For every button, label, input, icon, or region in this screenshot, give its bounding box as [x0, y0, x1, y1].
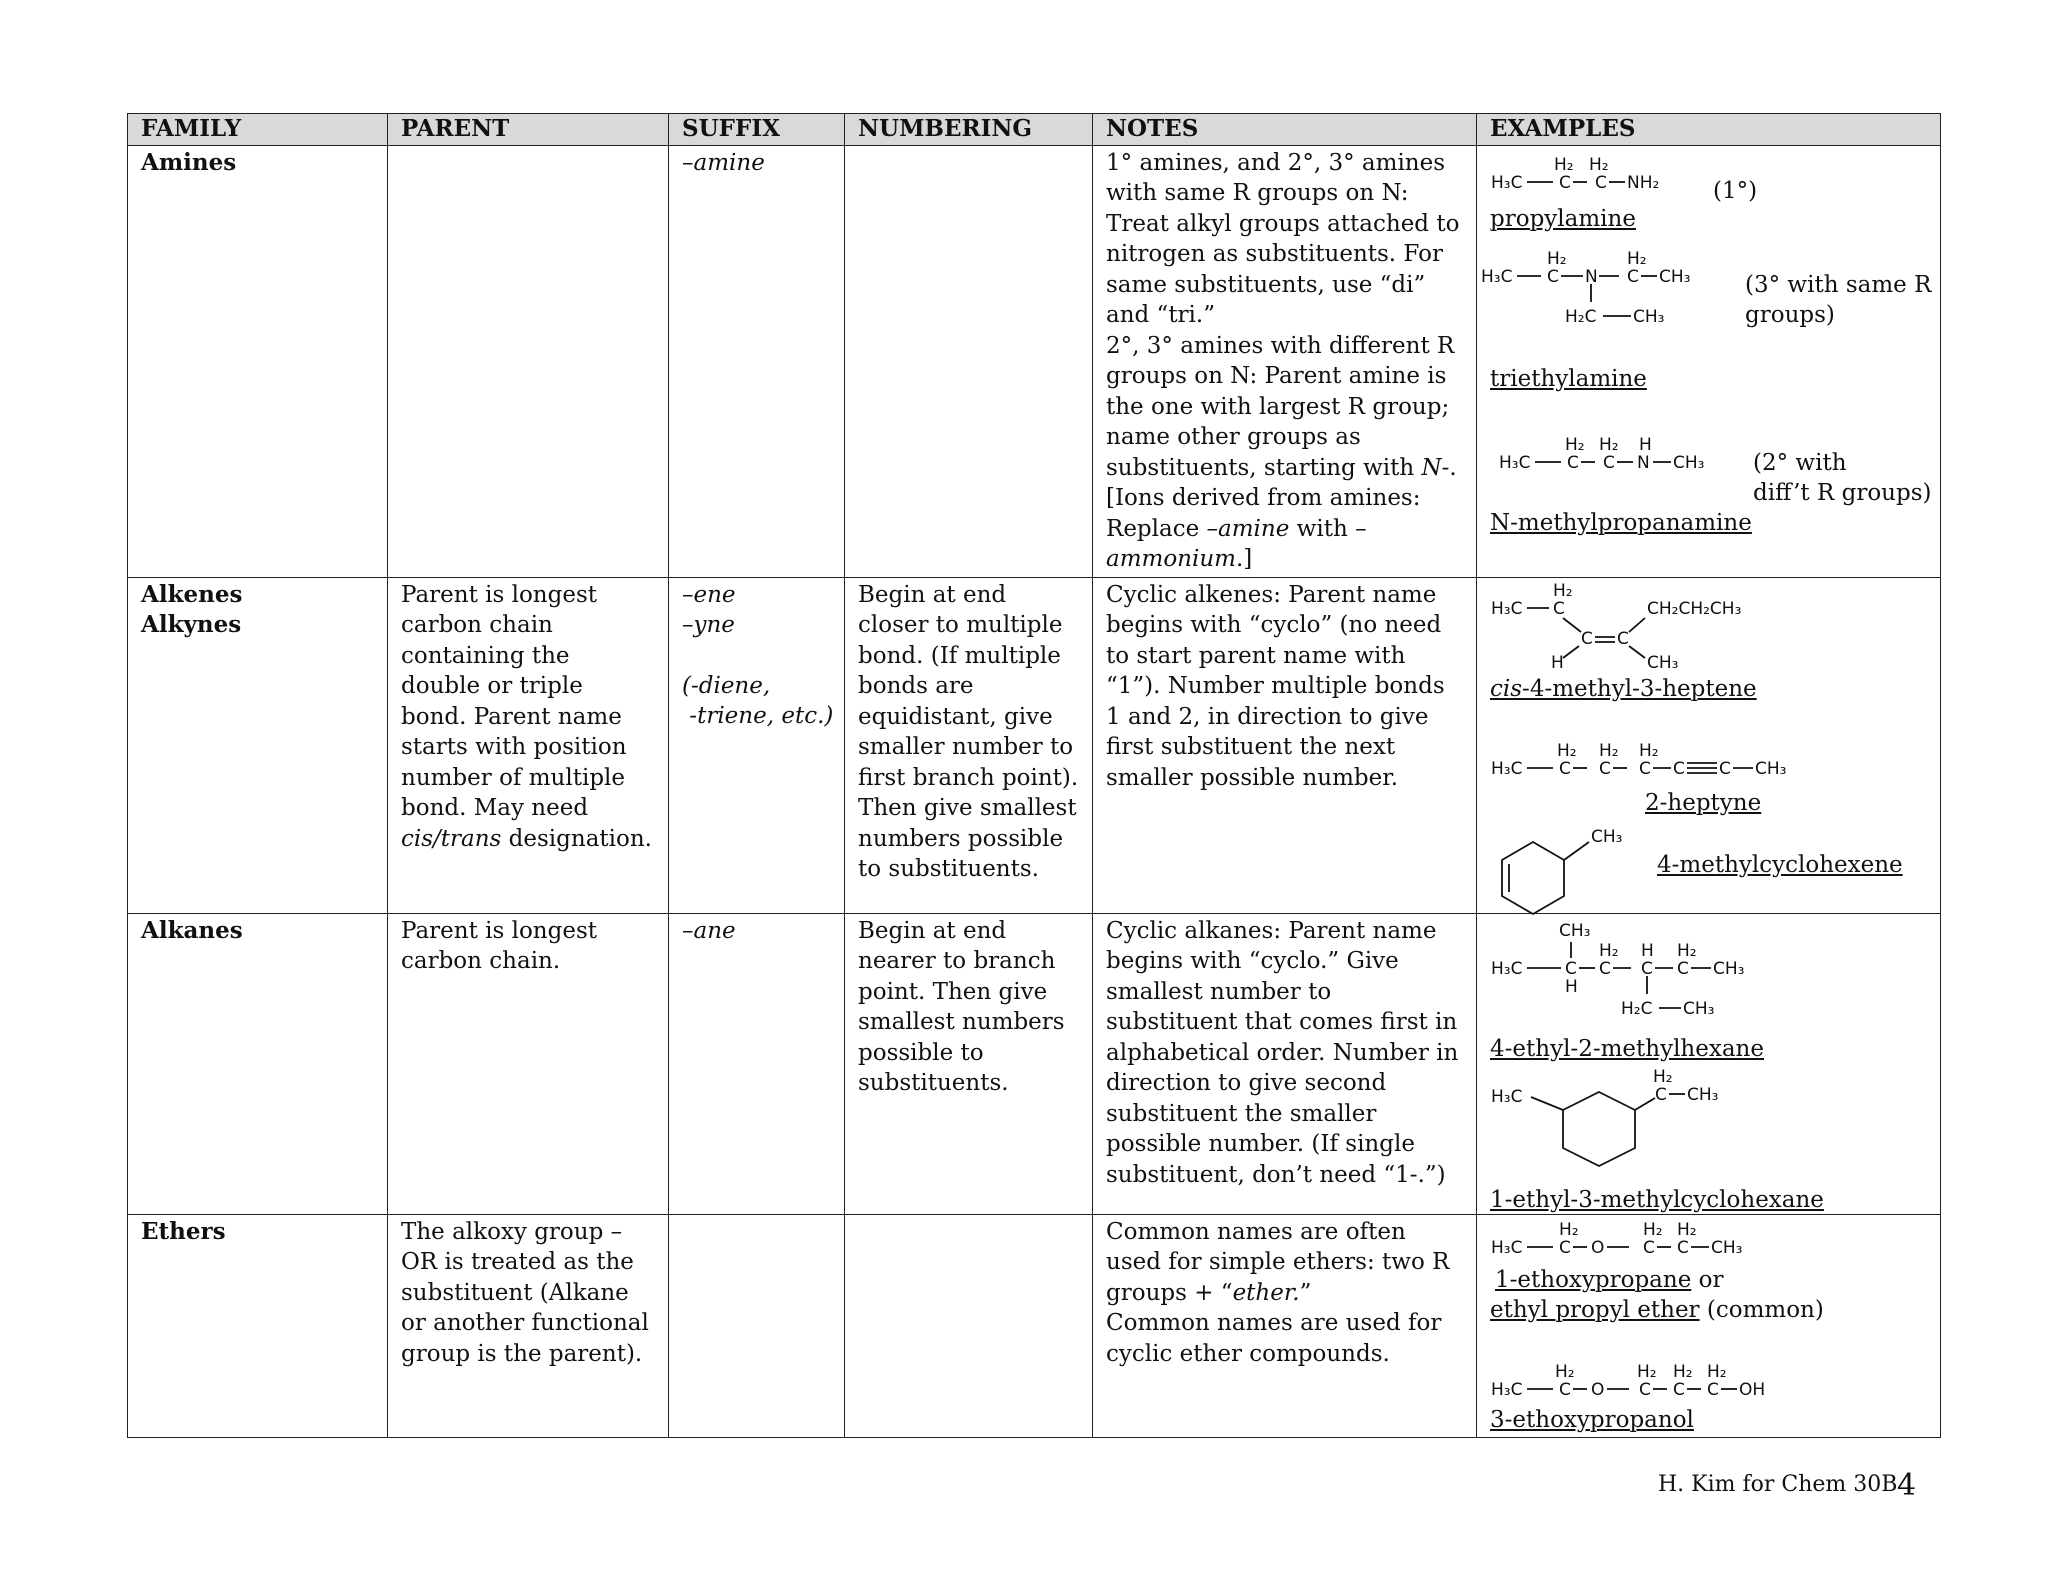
ethyl-propyl-ether-label [1490, 1295, 1824, 1325]
atom-label: H₂ [1653, 1066, 1673, 1087]
atom-label: H [1565, 976, 1578, 997]
atom-label: H [1639, 434, 1652, 455]
atom-label: H₂ [1627, 248, 1647, 269]
atom-label: O [1591, 1379, 1605, 1400]
atom-label: H₂ [1599, 940, 1619, 961]
atom-label: H₂ [1557, 740, 1577, 761]
atom-label: C [1655, 1084, 1667, 1105]
row-amines [128, 145, 1941, 577]
atom-label: H₂ [1565, 434, 1585, 455]
1-ethyl-3-methylcyclohexane-label: 1-ethyl-3-methylcyclohexane [1490, 1186, 1824, 1213]
alkenes-parent [388, 577, 669, 913]
2-heptyne-structure [1491, 738, 1831, 784]
atom-label: C [1581, 628, 1593, 649]
atom-label: C [1559, 1237, 1571, 1258]
atom-label: H₂C [1621, 998, 1653, 1019]
atom-label: CH₃ [1559, 920, 1591, 941]
atom-label: C [1553, 598, 1565, 619]
atom-label: C [1547, 266, 1559, 287]
atom-label: H₂ [1637, 1361, 1657, 1382]
header-examples: EXAMPLES [1477, 114, 1941, 146]
amines-notes-p3 [1106, 483, 1463, 575]
atom-label: H₂ [1639, 740, 1659, 761]
ethers-numbering [845, 1214, 1093, 1437]
atom-label: H₃C [1491, 172, 1523, 193]
atom-label: H₃C [1491, 598, 1523, 619]
alkenes-suffix [669, 577, 845, 913]
alkenes-suffix-diene: (-diene, [682, 672, 771, 699]
atom-label: C [1673, 758, 1685, 779]
atom-label: C [1639, 1379, 1651, 1400]
atom-label: N [1637, 452, 1650, 473]
amines-suffix: –amine [669, 145, 845, 577]
atom-label: C [1639, 758, 1651, 779]
atom-label: H₃C [1491, 1379, 1523, 1400]
atom-label: C [1599, 758, 1611, 779]
atom-label: C [1677, 1237, 1689, 1258]
common-note: (common) [1699, 1296, 1824, 1323]
atom-label: H₂ [1555, 1361, 1575, 1382]
alkenes-family [128, 577, 388, 913]
atom-label: CH₃ [1683, 998, 1715, 1019]
alkenes-examples [1477, 577, 1941, 913]
amines-notes [1093, 145, 1477, 577]
atom-label: H₃C [1491, 958, 1523, 979]
atom-label: C [1627, 266, 1639, 287]
atom-label: H₂ [1554, 154, 1574, 175]
row-alkenes-alkynes [128, 577, 1941, 913]
header-notes: NOTES [1093, 114, 1477, 146]
cis-4-methyl-3-heptene-structure [1491, 580, 1771, 673]
1-ethoxypropane-name: 1-ethoxypropane [1495, 1266, 1692, 1293]
ethers-parent: The alkoxy group –OR is treated as the substituent (Alkane or another functional group is the parent). [388, 1214, 669, 1437]
amines-notes-p2 [1106, 331, 1463, 484]
alkanes-family: Alkanes [128, 913, 388, 1214]
amines-numbering [845, 145, 1093, 577]
alkenes-numbering: Begin at end closer to multiple bond. (If multiple bonds are equidistant, give smaller number to first branch point). Then give smallest numbers possible to substituents. [845, 577, 1093, 913]
atom-label: H₂ [1677, 1219, 1697, 1240]
ethers-suffix [669, 1214, 845, 1437]
triethylamine-note-line2: groups) [1745, 301, 1835, 328]
alkenes-parent-end: designation. [501, 825, 652, 852]
atom-label: H₂ [1547, 248, 1567, 269]
amines-notes-p2-end: . [1449, 454, 1457, 481]
triethylamine-structure [1481, 248, 1741, 332]
ethers-examples [1477, 1214, 1941, 1437]
atom-label: CH₃ [1687, 1084, 1719, 1105]
atom-label: C [1559, 172, 1571, 193]
atom-label: H₂ [1673, 1361, 1693, 1382]
atom-label: CH₃ [1659, 266, 1691, 287]
amines-family: Amines [128, 145, 388, 577]
amines-notes-p3-c: with [1289, 515, 1356, 542]
atom-label: C [1603, 452, 1615, 473]
header-suffix: SUFFIX [669, 114, 845, 146]
4-ethyl-2-methylhexane-label: 4-ethyl-2-methylhexane [1490, 1035, 1764, 1062]
atom-label: H₂ [1599, 740, 1619, 761]
ethers-notes-p2: Common names are used for cyclic ether compounds. [1106, 1310, 1442, 1367]
atom-label: H₃C [1491, 1237, 1523, 1258]
atom-label: C [1559, 1379, 1571, 1400]
alkenes-family-alkenes: Alkenes [141, 580, 243, 608]
atom-label: H₂ [1599, 434, 1619, 455]
atom-label: C [1617, 628, 1629, 649]
amines-notes-p1: 1° amines, and 2°, 3° amines with same R groups on N: Treat alkyl groups attached to nitrogen as substituents. For same substituents, use “di” and “tri.” [1106, 149, 1460, 328]
or-label: or [1691, 1266, 1724, 1293]
1-ethoxypropane-structure [1491, 1217, 1791, 1263]
amines-notes-p2-n: N- [1421, 454, 1450, 481]
atom-label: C [1707, 1379, 1719, 1400]
heptene-label: -4-methyl-3-heptene [1522, 675, 1757, 702]
atom-label: C [1595, 172, 1607, 193]
alkanes-numbering: Begin at end nearer to branch point. Then give smallest numbers possible to substituents. [845, 913, 1093, 1214]
atom-label: C [1719, 758, 1731, 779]
atom-label: OH [1739, 1379, 1766, 1400]
header-family: FAMILY [128, 114, 388, 146]
cis-label: cis [1490, 675, 1523, 702]
propylamine-label: propylamine [1490, 205, 1636, 232]
2-heptyne-label: 2-heptyne [1645, 789, 1762, 816]
header-parent: PARENT [388, 114, 669, 146]
header-numbering: NUMBERING [845, 114, 1093, 146]
row-ethers [128, 1214, 1941, 1437]
atom-label: N [1585, 266, 1598, 287]
atom-label: H₃C [1491, 1086, 1523, 1107]
atom-label: CH₂CH₂CH₃ [1647, 598, 1742, 619]
amines-notes-p3-b: –amine [1206, 515, 1290, 542]
propylamine-structure [1491, 150, 1721, 198]
atom-label: CH₃ [1633, 306, 1665, 327]
atom-label: C [1567, 452, 1579, 473]
ethers-notes-p1 [1106, 1217, 1463, 1309]
triethylamine-note [1745, 270, 1931, 330]
amines-examples [1477, 145, 1941, 577]
atom-label: H₂ [1707, 1361, 1727, 1382]
ethers-notes-b: ether. [1232, 1279, 1300, 1306]
atom-label: H₂ [1589, 154, 1609, 175]
triethylamine-label: triethylamine [1490, 365, 1647, 392]
alkanes-notes: Cyclic alkanes: Parent name begins with “cyclo.” Give smallest number to substituent that comes first in alphabetical order. Number in direction to give second substituent the smaller possible number. (If single substituent, don’t need “1-.”) [1093, 913, 1477, 1214]
atom-label: C [1599, 958, 1611, 979]
n-methylpropanamine-label: N-methylpropanamine [1490, 509, 1752, 536]
alkenes-parent-text: Parent is longest carbon chain containing the double or triple bond. Parent name starts with position number of multiple bond. May need [401, 581, 627, 821]
alkanes-suffix: –ane [669, 913, 845, 1214]
atom-label: CH₃ [1647, 652, 1679, 673]
atom-label: H₃C [1499, 452, 1531, 473]
3-ethoxypropanol-structure [1491, 1359, 1811, 1405]
atom-label: H₂C [1565, 306, 1597, 327]
amines-notes-p3-a: [Ions derived from amines: Replace [1106, 485, 1421, 542]
1-ethoxypropane-label [1495, 1265, 1723, 1295]
amines-notes-p2-text: 2°, 3° amines with different R groups on N: Parent amine is the one with largest R group; name other groups as substituents, starting with [1106, 332, 1455, 481]
atom-label: CH₃ [1591, 826, 1623, 847]
ethers-notes [1093, 1214, 1477, 1437]
alkenes-notes: Cyclic alkenes: Parent name begins with “cyclo” (no need to start parent name with “1”). Number multiple bonds 1 and 2, in direction to give first substituent the next smaller possible number. [1093, 577, 1477, 913]
atom-label: H [1551, 652, 1564, 673]
atom-label: CH₃ [1711, 1237, 1743, 1258]
atom-label: H₂ [1553, 580, 1573, 601]
atom-label: CH₃ [1755, 758, 1787, 779]
atom-label: O [1591, 1237, 1605, 1258]
nomenclature-table [127, 113, 1941, 1438]
atom-label: CH₃ [1673, 452, 1705, 473]
alkenes-parent-cistrans: cis/trans [401, 825, 502, 852]
propylamine-note: (1°) [1713, 177, 1758, 204]
alkenes-suffix-yne: –yne [682, 612, 735, 638]
n-methylpropanamine-note-line2: diff’t R groups) [1753, 479, 1932, 506]
alkenes-suffix-triene: -triene, etc.) [682, 703, 834, 729]
n-methylpropanamine-note [1753, 448, 1932, 508]
4-methylcyclohexene-structure [1491, 820, 1631, 912]
n-methylpropanamine-structure [1499, 430, 1759, 480]
atom-label: C [1673, 1379, 1685, 1400]
atom-label: H [1641, 940, 1654, 961]
page-number: 4 [1897, 1468, 1917, 1503]
4-ethyl-2-methylhexane-structure [1491, 918, 1791, 1028]
atom-label: C [1677, 958, 1689, 979]
ethers-notes-c: ” [1299, 1279, 1312, 1306]
amines-notes-p3-d: –ammonium [1106, 515, 1367, 572]
row-alkanes [128, 913, 1941, 1214]
1-ethyl-3-methylcyclohexane-structure [1491, 1064, 1791, 1184]
ethyl-propyl-ether-name: ethyl propyl ether [1490, 1296, 1700, 1323]
ethers-notes-a: Common names are often used for simple ethers: two R groups + “ [1106, 1218, 1450, 1306]
cis-4-methyl-3-heptene-label [1490, 674, 1757, 704]
alkenes-family-alkynes: Alkynes [141, 611, 242, 638]
alkenes-suffix-ene: –ene [682, 581, 736, 608]
atom-label: H₃C [1491, 758, 1523, 779]
ethers-family: Ethers [128, 1214, 388, 1437]
triethylamine-note-line1: (3° with same R [1745, 271, 1932, 298]
alkanes-parent: Parent is longest carbon chain. [388, 913, 669, 1214]
amines-notes-p3-e: .] [1235, 546, 1253, 572]
atom-label: C [1559, 758, 1571, 779]
atom-label: CH₃ [1713, 958, 1745, 979]
atom-label: H₂ [1643, 1219, 1663, 1240]
header-row [128, 114, 1941, 146]
n-methylpropanamine-note-line1: (2° with [1753, 449, 1847, 476]
3-ethoxypropanol-label: 3-ethoxypropanol [1490, 1406, 1694, 1433]
footer-credit: H. Kim for Chem 30B [1658, 1472, 1898, 1497]
amines-parent [388, 145, 669, 577]
atom-label: NH₂ [1627, 172, 1660, 193]
atom-label: C [1643, 1237, 1655, 1258]
4-methylcyclohexene-label: 4-methylcyclohexene [1657, 851, 1903, 878]
atom-label: C [1641, 958, 1653, 979]
atom-label: H₂ [1559, 1219, 1579, 1240]
atom-label: H₂ [1677, 940, 1697, 961]
atom-label: C [1565, 958, 1577, 979]
alkanes-examples [1477, 913, 1941, 1214]
atom-label: H₃C [1481, 266, 1513, 287]
